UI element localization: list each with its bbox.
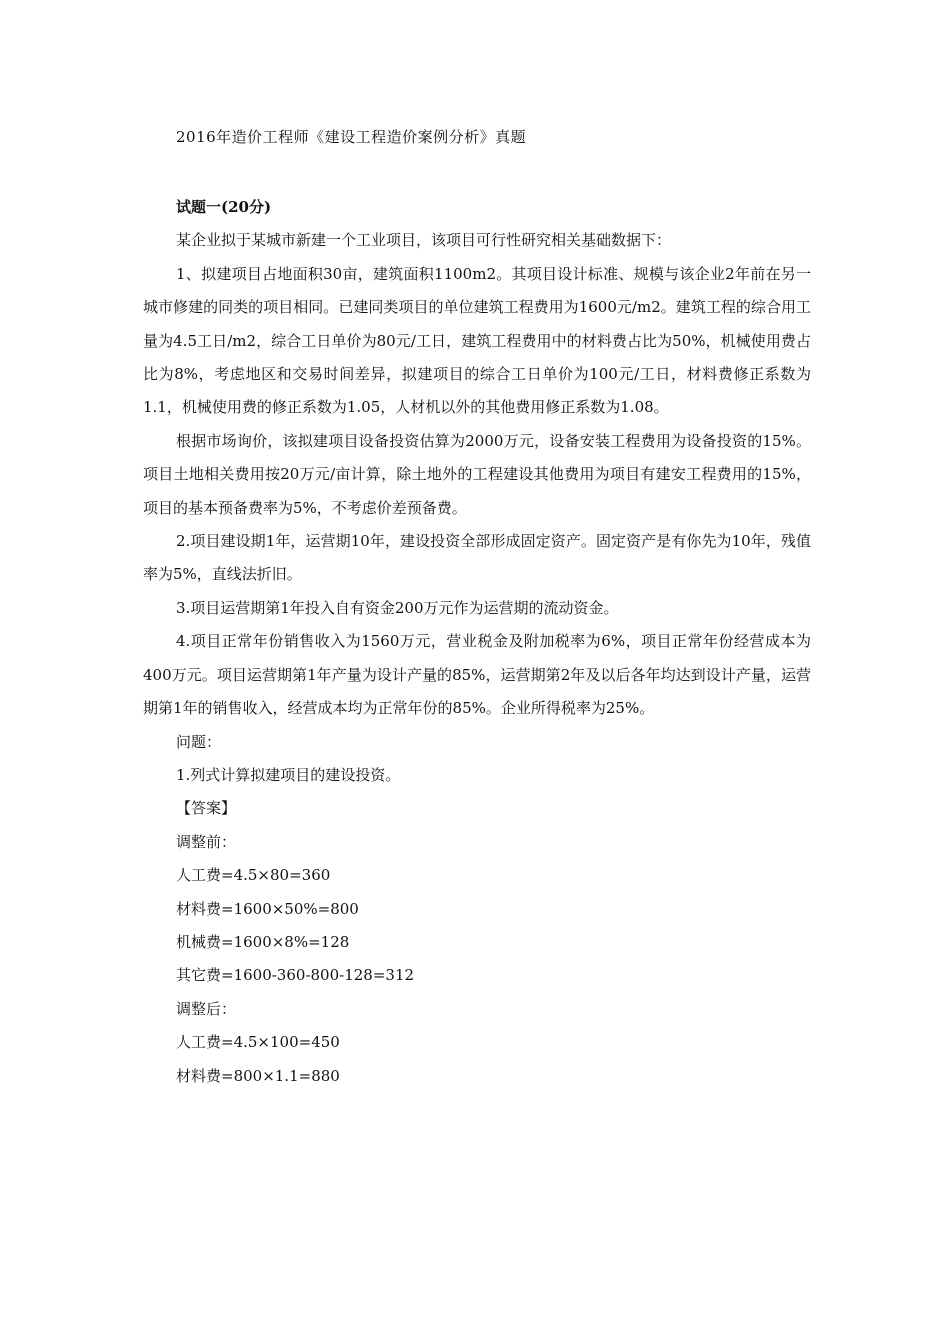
- other-cost-before: 其它费=1600-360-800-128=312: [176, 966, 415, 985]
- paragraph-item-3: 3.项目运营期第1年投入自有资金200万元作为运营期的流动资金。: [176, 598, 619, 617]
- material-cost-before: 材料费=1600×50%=800: [176, 899, 359, 918]
- paragraph-item-1: 1、拟建项目占地面积30亩，建筑面积1100m2。其项目设计标准、规模与该企业2年前在另一城市修建的同类的项目相同。已建同类项目的单位建筑工程费用为1600元/m2。建筑工程的综合用工量为4.5工日/m2，综合工日单价为80元/工日，建筑工程费用中的材料费占比为50%，机械使用费占比为8%，考虑地区和交易时间差异，拟建项目的综合工日单价为100元/工日，材料费修正系数为1.1，机械使用费的修正系数为1.05，人材机以外的其他费用修正系数为1.08。: [143, 264, 811, 417]
- before-adjustment-label: 调整前：: [176, 832, 237, 851]
- paragraph-intro: 某企业拟于某城市新建一个工业项目，该项目可行性研究相关基础数据下：: [176, 231, 672, 250]
- after-adjustment-label: 调整后：: [176, 999, 237, 1018]
- labor-cost-after: 人工费=4.5×100=450: [176, 1033, 340, 1052]
- section-heading: 试题一(20分): [176, 198, 272, 216]
- answer-label: 【答案】: [176, 799, 237, 818]
- document-body: [143, 191, 811, 1093]
- machinery-cost-before: 机械费=1600×8%=128: [176, 932, 350, 951]
- labor-cost-before: 人工费=4.5×80=360: [176, 866, 331, 885]
- paragraph-item-2: 2.项目建设期1年，运营期10年，建设投资全部形成固定资产。固定资产是有你先为10年，残值率为5%，直线法折旧。: [143, 532, 811, 584]
- material-cost-after: 材料费=800×1.1=880: [176, 1066, 340, 1085]
- document-title: 2016年造价工程师《建设工程造价案例分析》真题: [176, 128, 527, 146]
- question-1: 1.列式计算拟建项目的建设投资。: [176, 765, 401, 784]
- question-label: 问题：: [176, 732, 222, 751]
- paragraph-market-price: 根据市场询价，该拟建项目设备投资估算为2000万元，设备安装工程费用为设备投资的15%。项目土地相关费用按20万元/亩计算，除土地外的工程建设其他费用为项目有建安工程费用的15%，项目的基本预备费率为5%，不考虑价差预备费。: [143, 431, 811, 517]
- paragraph-item-4: 4.项目正常年份销售收入为1560万元，营业税金及附加税率为6%，项目正常年份经营成本为400万元。项目运营期第1年产量为设计产量的85%，运营期第2年及以后各年均达到设计产量，运营期第1年的销售收入，经营成本均为正常年份的85%。企业所得税率为25%。: [143, 632, 811, 718]
